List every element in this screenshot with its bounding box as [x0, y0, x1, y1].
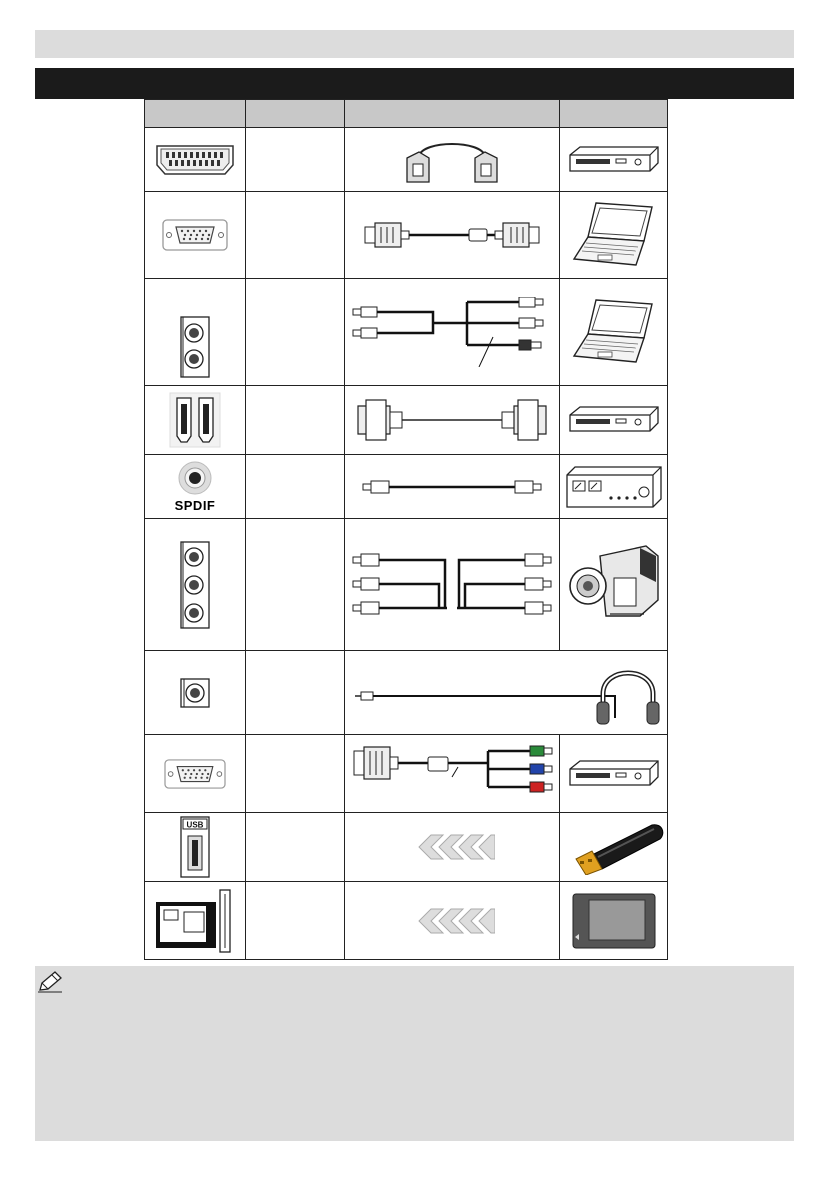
cable-cell	[345, 882, 560, 960]
cable-cell	[345, 651, 668, 735]
device-cell	[560, 128, 668, 192]
type-cell	[246, 735, 345, 813]
connector-cell	[145, 128, 246, 192]
hdmi-port-icon	[169, 392, 221, 448]
type-cell	[246, 192, 345, 279]
device-cell	[560, 386, 668, 455]
table-row	[145, 128, 668, 192]
audio-jack-icon	[175, 316, 215, 378]
component-cable-icon	[348, 743, 556, 805]
table-row	[145, 519, 668, 651]
connector-cell	[145, 882, 246, 960]
device-cell	[560, 279, 668, 386]
connector-cell	[145, 279, 246, 386]
spdif-port-icon	[177, 460, 213, 496]
vga-port-icon	[162, 219, 228, 251]
type-cell	[246, 386, 345, 455]
cable-cell	[345, 813, 560, 882]
header-cell-type	[246, 100, 345, 128]
type-cell	[246, 279, 345, 386]
connector-cell	[145, 386, 246, 455]
connection-table	[144, 99, 668, 960]
device-cell	[560, 192, 668, 279]
header-cell-device	[560, 100, 668, 128]
cable-cell	[345, 128, 560, 192]
connector-cell	[145, 192, 246, 279]
type-cell	[246, 519, 345, 651]
arrows-icon	[409, 908, 495, 934]
connector-cell	[145, 519, 246, 651]
vga-cable-icon	[357, 217, 547, 253]
arrows-icon	[409, 834, 495, 860]
usb-stick-icon	[562, 819, 666, 875]
table-row	[145, 386, 668, 455]
type-cell	[246, 455, 345, 519]
cable-cell	[345, 735, 560, 813]
device-cell	[560, 519, 668, 651]
tv-back-icon	[154, 888, 236, 954]
table-row	[145, 192, 668, 279]
headphone-jack-icon	[175, 677, 215, 709]
cable-cell	[345, 192, 560, 279]
camcorder-icon	[566, 542, 662, 628]
ci-module-icon	[571, 892, 657, 950]
dvd-player-icon	[568, 145, 660, 175]
device-cell	[560, 455, 668, 519]
cable-cell	[345, 519, 560, 651]
table-row	[145, 813, 668, 882]
header-cell-cables	[345, 100, 560, 128]
vga-port-icon	[164, 759, 226, 789]
connector-cell	[145, 735, 246, 813]
rca-cable-icon	[347, 297, 557, 367]
table-row	[145, 455, 668, 519]
usb-port-icon	[180, 816, 210, 878]
cable-cell	[345, 279, 560, 386]
device-cell	[560, 813, 668, 882]
scart-cable-icon	[397, 134, 507, 186]
headphone-cable-icon	[347, 658, 663, 728]
usb-label: USB	[186, 820, 204, 830]
header-bar	[35, 30, 794, 58]
cable-cell	[345, 455, 560, 519]
laptop-icon	[572, 199, 656, 271]
laptop-icon	[572, 296, 656, 368]
section-title-bar	[35, 68, 794, 99]
table-header-row	[145, 100, 668, 128]
dvd-player-icon	[568, 759, 660, 789]
note-pencil-icon	[36, 970, 64, 994]
dvd-player-icon	[568, 405, 660, 435]
table-row	[145, 735, 668, 813]
cable-cell	[345, 386, 560, 455]
av-jack-icon	[175, 541, 215, 629]
note-box	[35, 966, 794, 1141]
hdmi-cable-icon	[354, 398, 550, 442]
table-row	[145, 651, 668, 735]
device-cell	[560, 882, 668, 960]
device-cell	[560, 735, 668, 813]
type-cell	[246, 651, 345, 735]
amplifier-icon	[565, 465, 663, 509]
header-cell-connector	[145, 100, 246, 128]
connector-cell	[145, 651, 246, 735]
scart-icon	[153, 143, 237, 177]
type-cell	[246, 882, 345, 960]
av-cable-icon	[351, 552, 553, 618]
connector-cell	[145, 813, 246, 882]
type-cell	[246, 128, 345, 192]
table-row	[145, 279, 668, 386]
spdif-label: SPDIF	[174, 498, 216, 513]
type-cell	[246, 813, 345, 882]
connector-cell	[145, 455, 246, 519]
table-row	[145, 882, 668, 960]
coax-cable-icon	[357, 478, 547, 496]
